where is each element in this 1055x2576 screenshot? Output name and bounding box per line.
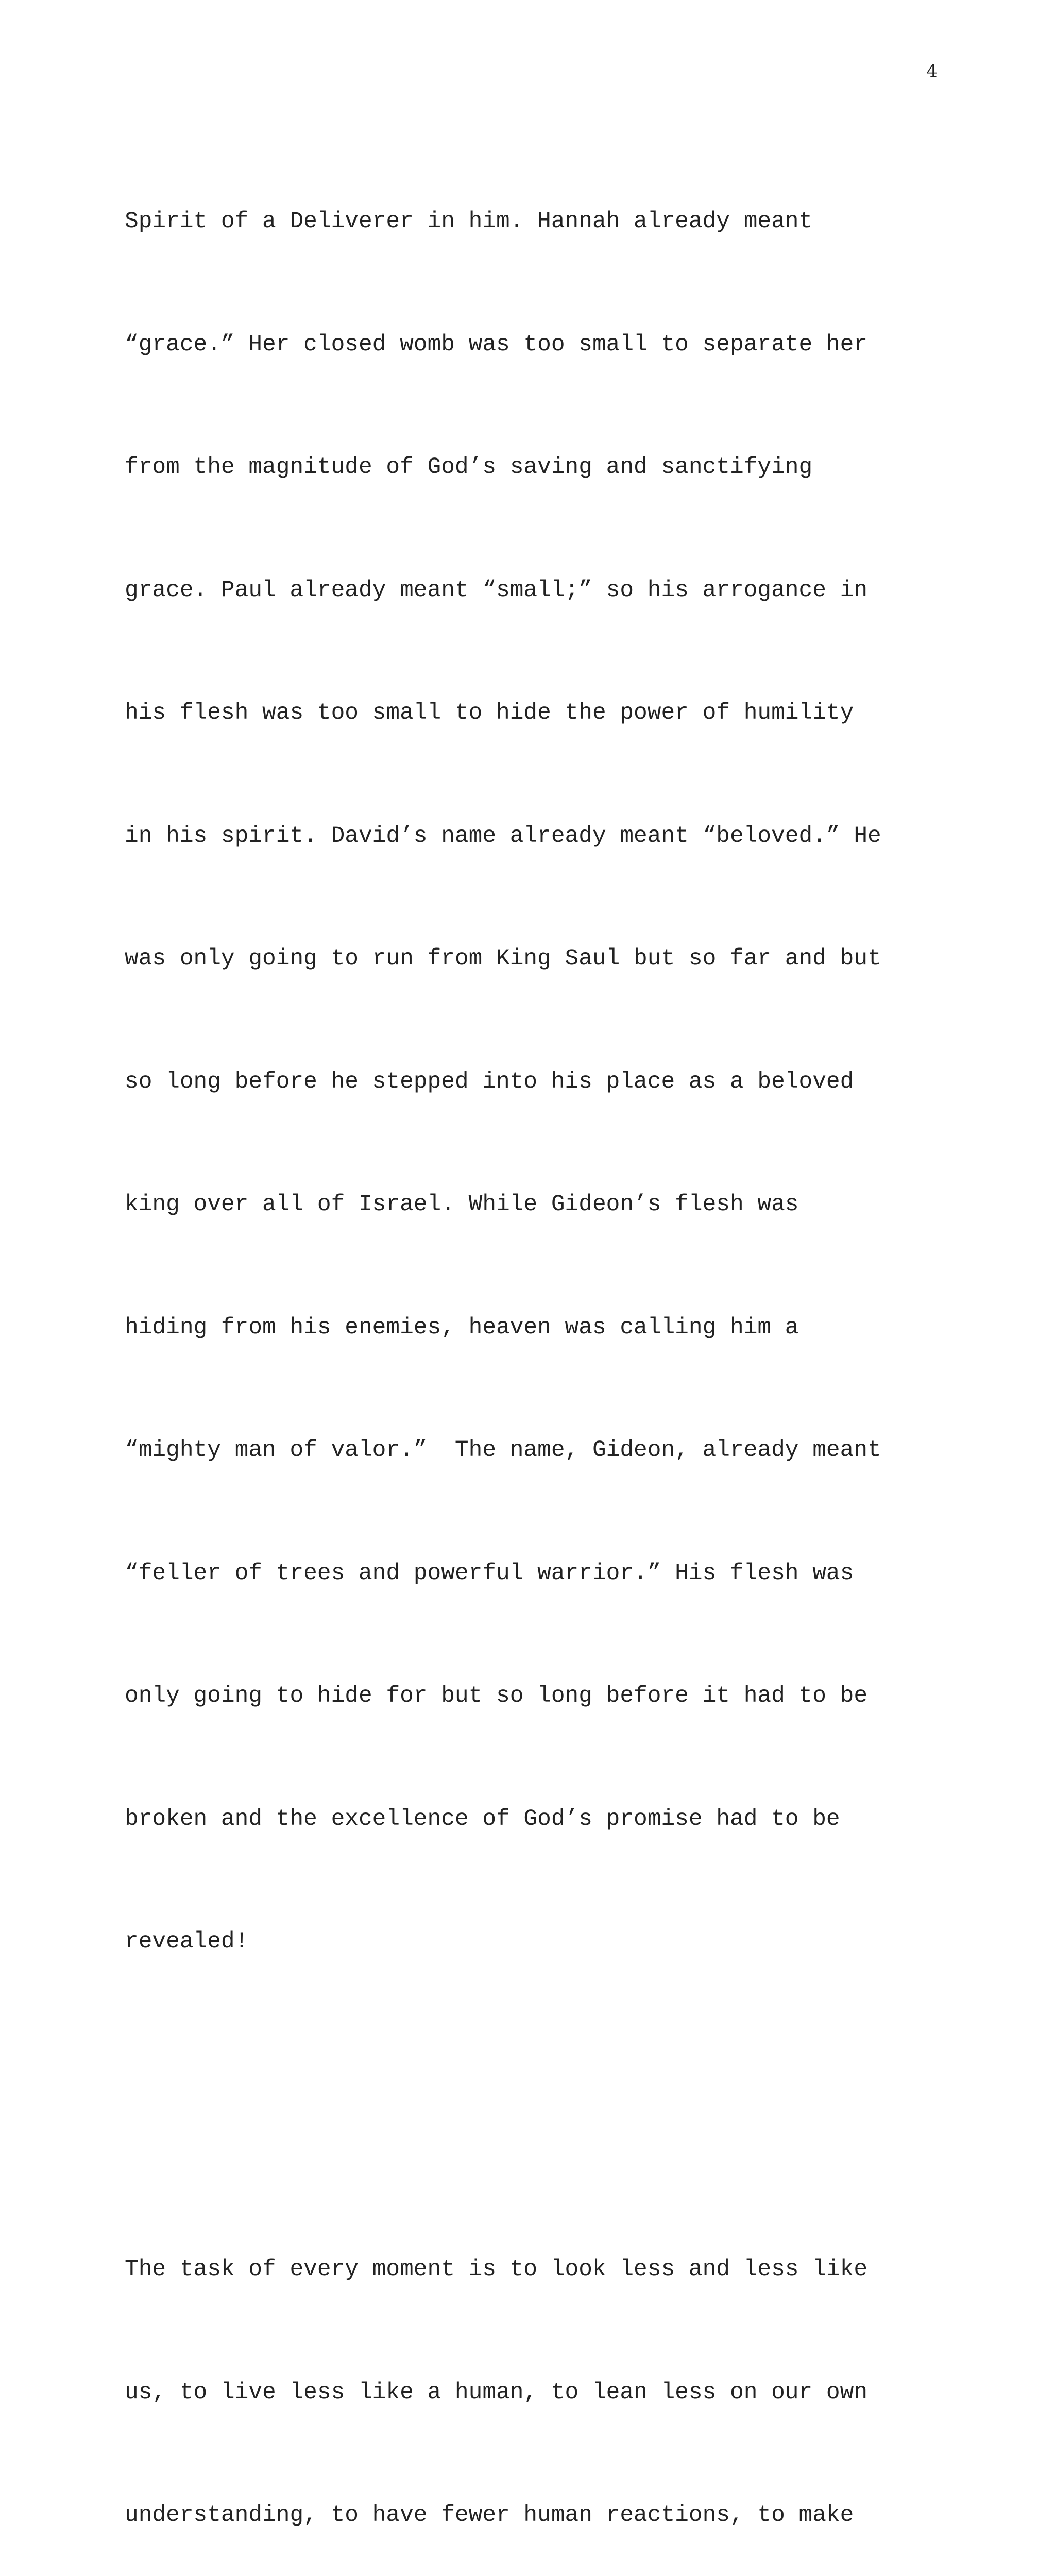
text-line: hiding from his enemies, heaven was calling him a: [125, 1314, 799, 1341]
text-line: Spirit of a Deliverer in him. Hannah already meant: [125, 209, 813, 234]
text-line: understanding, to have fewer human reactions, to make: [125, 2502, 854, 2528]
document-body: [125, 120, 944, 2576]
text-line: only going to hide for but so long before it had to be: [125, 1683, 868, 1709]
text-line: was only going to run from King Saul but so far and but: [125, 946, 881, 972]
text-line: king over all of Israel. While Gideon’s flesh was: [125, 1192, 799, 1217]
text-line: “mighty man of valor.” The name, Gideon, already meant: [125, 1437, 881, 1463]
text-line: in his spirit. David’s name already meant “beloved.” He: [125, 823, 881, 849]
text-line: The task of every moment is to look less and less like: [125, 2257, 868, 2282]
paragraph-gap: [125, 2086, 944, 2127]
page-number: 4: [926, 61, 938, 81]
text-line: us, to live less like a human, to lean less on our own: [125, 2379, 868, 2405]
text-line: from the magnitude of God’s saving and sanctifying: [125, 454, 813, 480]
text-line: “grace.” Her closed womb was too small to separate her: [125, 331, 868, 358]
text-line: revealed!: [125, 1929, 249, 1955]
text-line: broken and the excellence of God’s promise had to be: [125, 1806, 840, 1832]
text-line: so long before he stepped into his place as a beloved: [125, 1069, 854, 1095]
text-line: his flesh was too small to hide the power of humility: [125, 700, 854, 726]
text-line: grace. Paul already meant “small;” so his arrogance in: [125, 577, 868, 603]
text-line: “feller of trees and powerful warrior.” His flesh was: [125, 1560, 854, 1586]
